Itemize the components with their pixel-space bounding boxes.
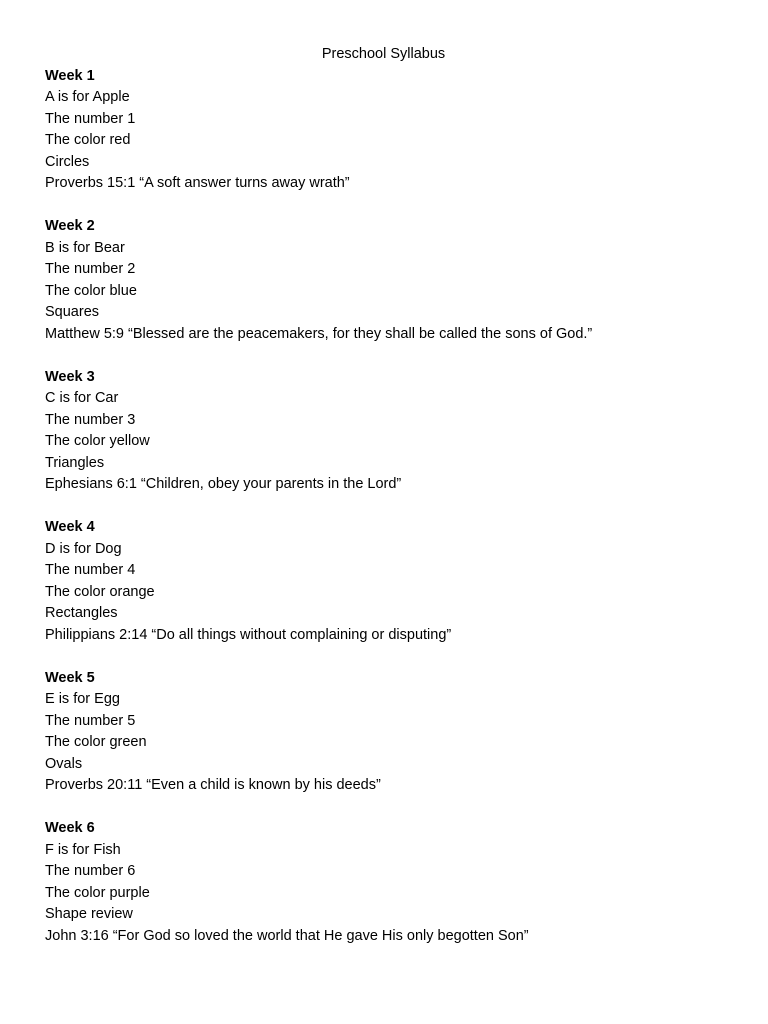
week-shape: Circles	[45, 153, 90, 170]
week-letter: A is for Apple	[45, 89, 130, 105]
week-heading: Week 2	[45, 218, 95, 234]
document-page	[45, 44, 745, 969]
week-3-section	[45, 367, 745, 496]
week-6-section	[45, 818, 745, 947]
week-verse: Matthew 5:9 “Blessed are the peacemakers, for they shall be called the sons of God.”	[45, 325, 593, 342]
week-heading: Week 6	[45, 820, 95, 836]
week-verse: Proverbs 15:1 “A soft answer turns away wrath”	[45, 175, 350, 191]
week-letter: D is for Dog	[45, 540, 122, 557]
week-color: The color purple	[45, 884, 150, 901]
week-verse: Philippians 2:14 “Do all things without complaining or disputing”	[45, 626, 452, 643]
week-color: The color yellow	[45, 433, 150, 449]
week-2-section	[45, 216, 745, 345]
week-number: The number 4	[45, 562, 136, 578]
week-heading: Week 1	[45, 67, 95, 84]
week-letter: E is for Egg	[45, 691, 120, 707]
week-number: The number 3	[45, 411, 136, 428]
week-letter: C is for Car	[45, 390, 119, 406]
week-verse: Ephesians 6:1 “Children, obey your parents in the Lord”	[45, 476, 402, 492]
week-number: The number 6	[45, 863, 136, 879]
week-letter: B is for Bear	[45, 239, 125, 256]
week-verse: John 3:16 “For God so loved the world that He gave His only begotten Son”	[45, 927, 529, 944]
week-color: The color orange	[45, 583, 155, 600]
week-color: The color red	[45, 132, 131, 148]
week-shape: Rectangles	[45, 605, 118, 621]
week-number: The number 1	[45, 110, 136, 127]
week-shape: Shape review	[45, 906, 133, 922]
week-4-section	[45, 517, 745, 646]
week-color: The color green	[45, 734, 147, 750]
week-heading: Week 4	[45, 519, 95, 535]
week-5-section	[45, 668, 745, 797]
week-shape: Ovals	[45, 755, 83, 772]
week-verse: Proverbs 20:11 “Even a child is known by his deeds”	[45, 777, 381, 793]
week-number: The number 2	[45, 261, 136, 277]
week-shape: Triangles	[45, 454, 105, 471]
document-title: Preschool Syllabus	[321, 46, 446, 62]
week-1-section	[45, 66, 745, 195]
week-color: The color blue	[45, 282, 137, 299]
week-shape: Squares	[45, 304, 100, 320]
week-heading: Week 3	[45, 368, 95, 385]
week-number: The number 5	[45, 712, 136, 729]
week-heading: Week 5	[45, 669, 95, 686]
week-letter: F is for Fish	[45, 841, 121, 858]
